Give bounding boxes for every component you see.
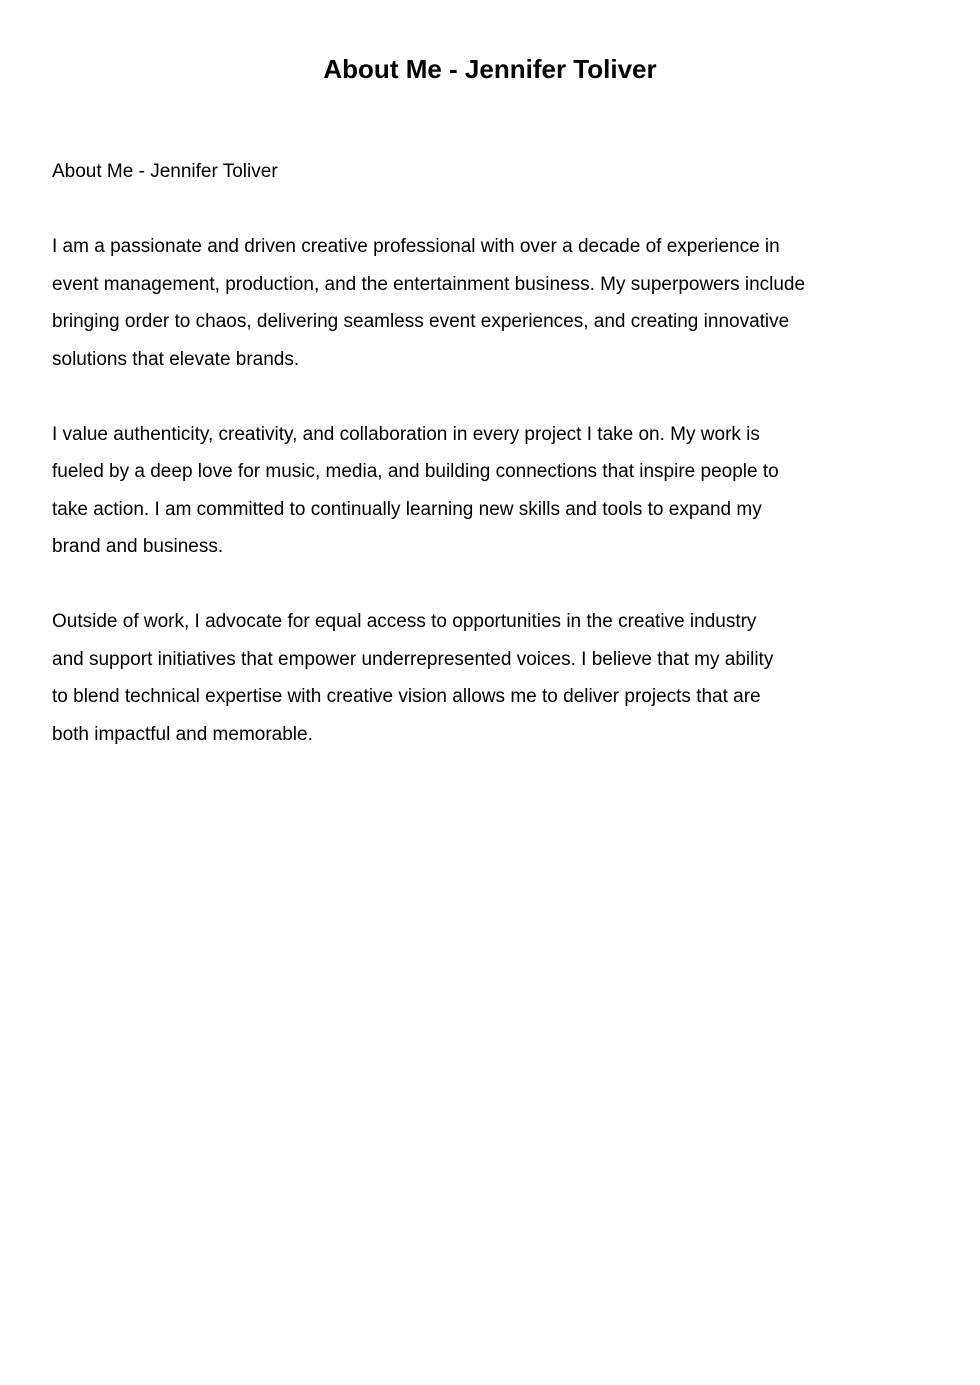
spacer — [52, 378, 852, 416]
paragraph-line: and support initiatives that empower underrepresented voices. I believe that my ability — [52, 648, 774, 670]
paragraph-line: Outside of work, I advocate for equal access to opportunities in the creative industry — [52, 611, 757, 632]
paragraph-line: solutions that elevate brands. — [52, 348, 300, 370]
paragraph-1 — [52, 228, 852, 378]
paragraph-line: to blend technical expertise with creative vision allows me to deliver projects that are — [52, 686, 761, 707]
paragraph-2 — [52, 416, 852, 566]
paragraph-line: fueled by a deep love for music, media, and building connections that inspire people to — [52, 461, 779, 482]
paragraph-line: event management, production, and the entertainment business. My superpowers include — [52, 273, 806, 295]
spacer — [52, 566, 852, 604]
spacer — [52, 191, 852, 229]
paragraph-line: both impactful and memorable. — [52, 723, 313, 745]
document-subheading: About Me - Jennifer Toliver — [52, 161, 278, 182]
paragraph-line: bringing order to chaos, delivering seamless event experiences, and creating innovative — [52, 311, 790, 332]
page-title: About Me - Jennifer Toliver — [323, 54, 657, 84]
paragraph-line: I value authenticity, creativity, and collaboration in every project I take on. My work is — [52, 423, 760, 445]
paragraph-line: I am a passionate and driven creative professional with over a decade of experience in — [52, 236, 780, 257]
document-body — [52, 153, 852, 753]
paragraph-3 — [52, 603, 852, 753]
paragraph-line: brand and business. — [52, 536, 224, 557]
paragraph-line: take action. I am committed to continually learning new skills and tools to expand my — [52, 498, 762, 520]
